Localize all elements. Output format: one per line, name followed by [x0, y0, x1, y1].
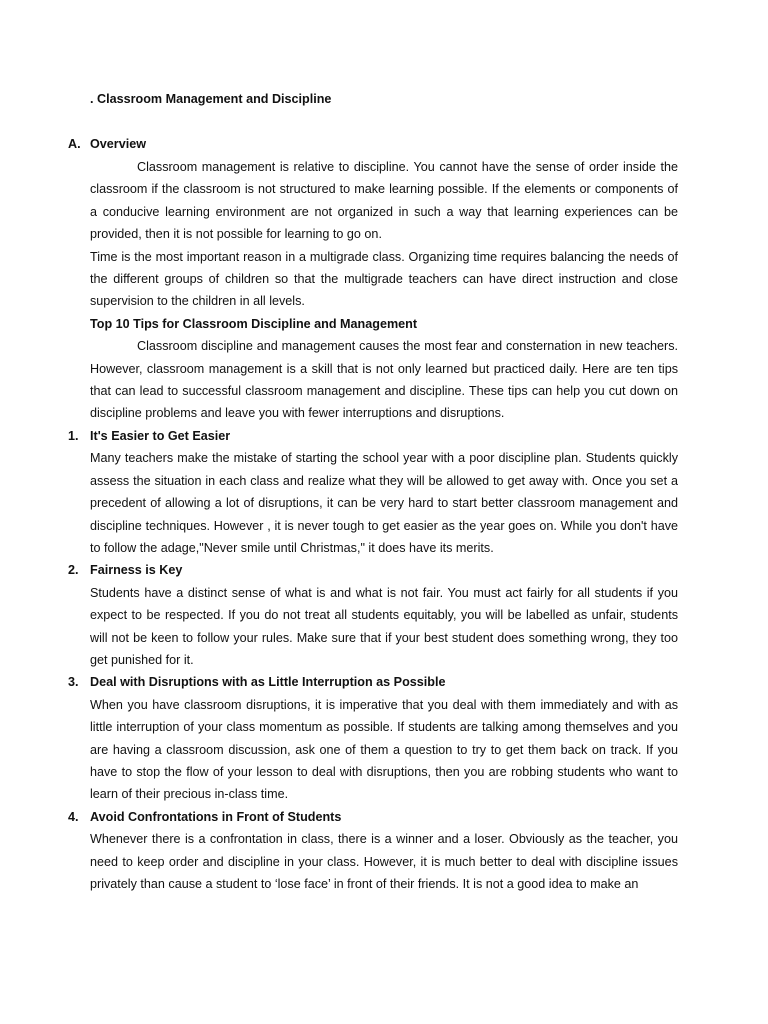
tip-4-number: 4.	[68, 809, 79, 824]
section-heading	[68, 137, 146, 151]
tip-2-number: 2.	[68, 563, 79, 578]
tip-2-heading	[68, 559, 678, 581]
tip-1-heading	[68, 425, 678, 447]
tip-3-heading	[68, 671, 678, 693]
tips-intro-paragraph: Classroom discipline and management causes the most fear and consternation in new teachers. However, classroom management is a skill that is not only learned but practiced daily. Here are ten tips that can lead to successful classroom management and discipline. These tips can help you cut down on discipline problems and leave you with fewer interruptions and disruptions.	[90, 339, 678, 421]
document-title: . Classroom Management and Discipline	[90, 92, 332, 106]
tip-4-heading	[68, 806, 678, 828]
tip-1-text: Many teachers make the mistake of starting the school year with a poor discipline plan. Students quickly assess the situation in each class and realize what they will be allowed to get away with. Once you set a precedent of allowing a lot of disruptions, it can be very hard to start better classroom management and discipline techniques. However , it is never tough to get easier as the year goes on. While you don't have to follow the adage,"Never smile until Christmas," it does have its merits.	[90, 451, 678, 555]
section-letter: A.	[68, 137, 81, 151]
tip-1-heading-text: It's Easier to Get Easier	[90, 428, 231, 443]
tip-3-text: When you have classroom disruptions, it is imperative that you deal with them immediately and with as little interruption of your class momentum as possible. If students are talking among themselves and you are having a classroom discussion, ask one of them a question to try to get them back on track. If you have to stop the flow of your lesson to deal with disruptions, then you are robbing students who want to learn of their precious in-class time.	[90, 697, 678, 802]
section-heading-text: Overview	[90, 137, 147, 151]
tip-2-heading-text: Fairness is Key	[90, 563, 183, 578]
tips-subheading: Top 10 Tips for Classroom Discipline and Management	[90, 316, 418, 331]
document-body	[68, 156, 678, 895]
tip-3-number: 3.	[68, 675, 79, 690]
tip-4-text: Whenever there is a confrontation in class, there is a winner and a loser. Obviously as the teacher, you need to keep order and discipline in your class. However, it is much better to deal with discipline issues privately than cause a student to ‘lose face’ in front of their friends. It is not a good idea to make an	[90, 832, 678, 891]
tip-3-heading-text: Deal with Disruptions with as Little Interruption as Possible	[90, 675, 446, 690]
overview-paragraph-1: Classroom management is relative to discipline. You cannot have the sense of order inside the classroom if the classroom is not structured to make learning possible. If the elements or components of a conducive learning environment are not organized in such a way that learning experiences can be provided, then it is not possible for learning to go on.	[90, 160, 678, 242]
tip-4-heading-text: Avoid Confrontations in Front of Students	[90, 809, 342, 824]
overview-paragraph-2: Time is the most important reason in a multigrade class. Organizing time requires balancing the needs of the different groups of children so that the multigrade teachers can have direct instruction and close supervision to the children in all levels.	[90, 249, 678, 309]
tip-2-text: Students have a distinct sense of what is and what is not fair. You must act fairly for all students if you expect to be respected. If you do not treat all students equitably, you will be labelled as unfair, students will not be keen to follow your rules. Make sure that if your best student does something wrong, they too get punished for it.	[90, 585, 678, 667]
tip-1-number: 1.	[68, 428, 79, 443]
